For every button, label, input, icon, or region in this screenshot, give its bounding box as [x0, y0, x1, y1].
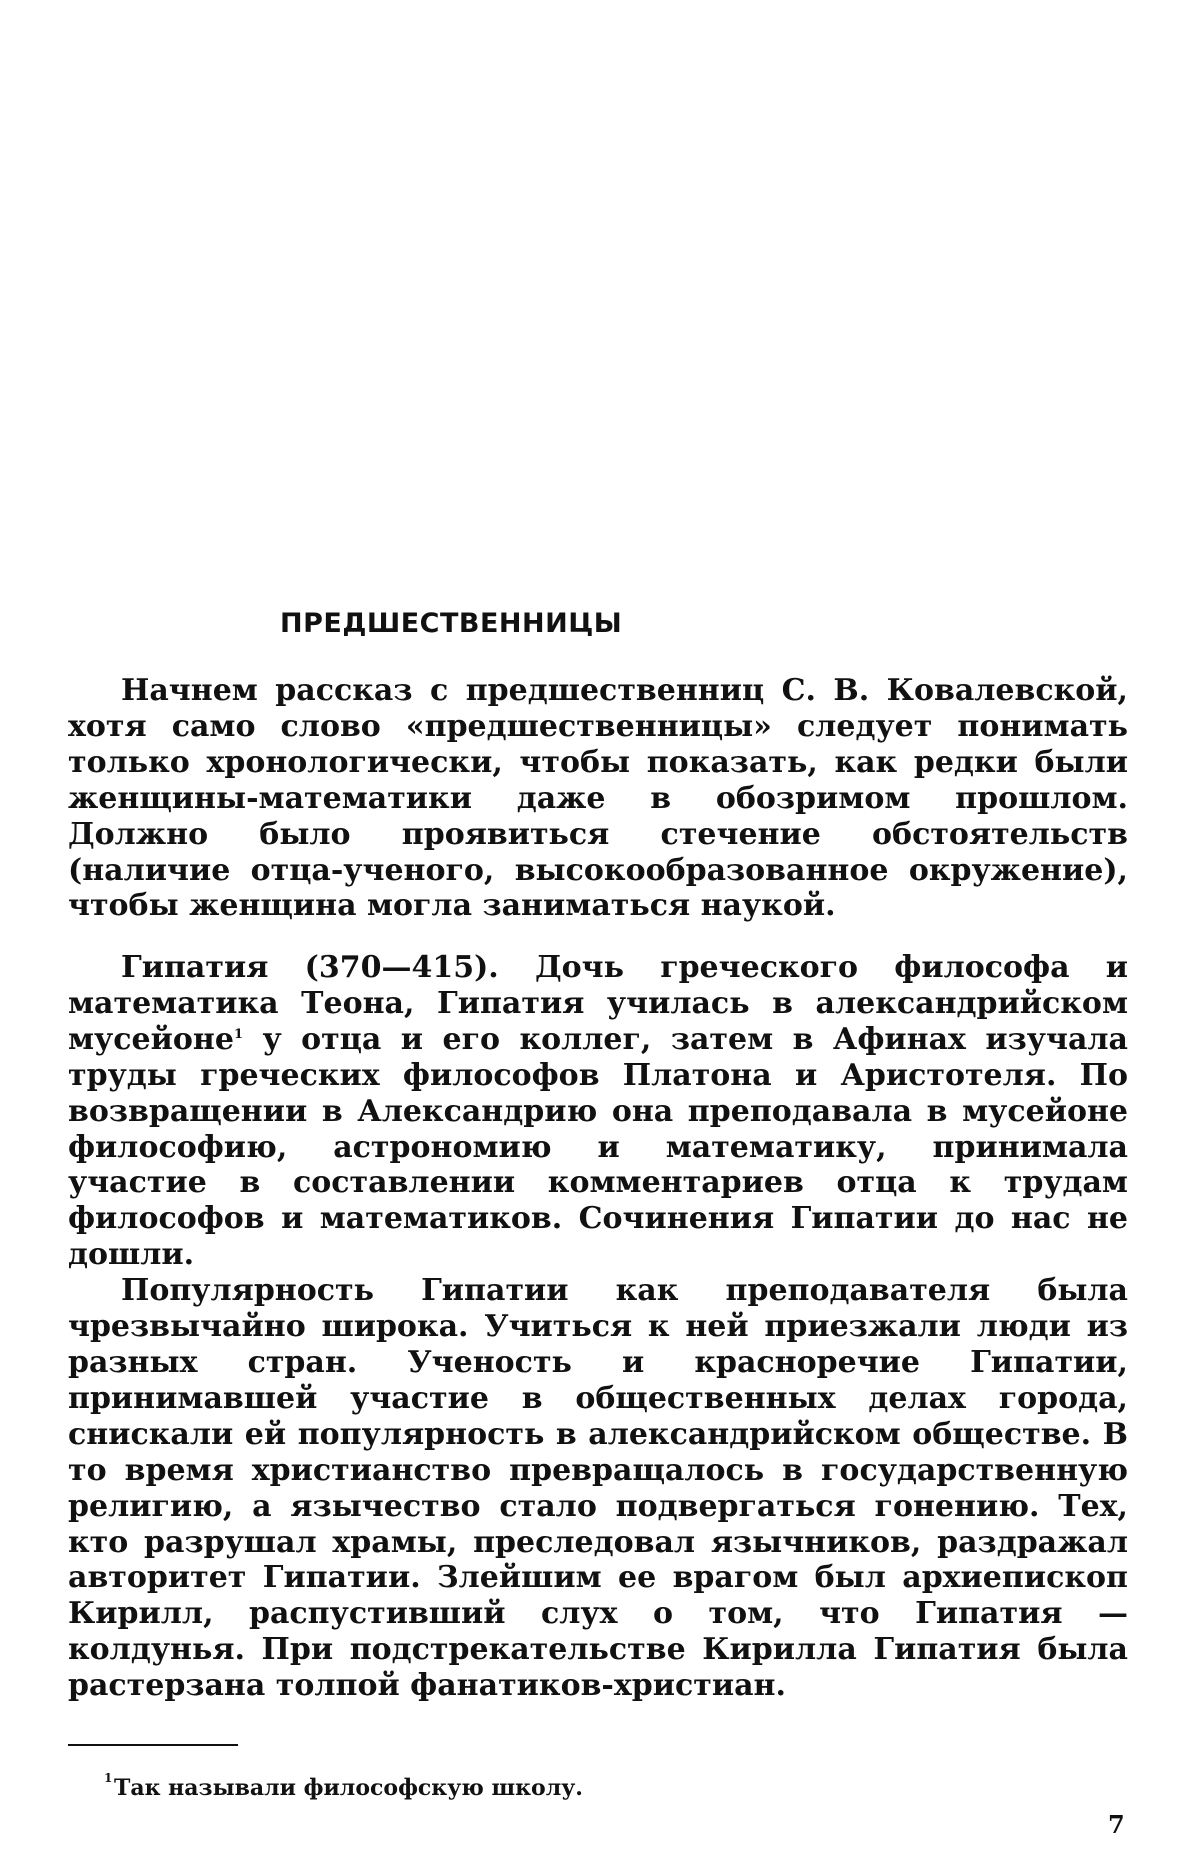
chapter-title: ПРЕДШЕСТВЕННИЦЫ	[280, 608, 622, 639]
footnote	[114, 1775, 583, 1801]
intro-paragraph	[68, 673, 1128, 924]
hypatia-paragraph-2: Популярность Гипатии как преподавателя была чрезвычайно широка. Учиться к ней приезжали люди из разных стран. Ученость и красноречие Гипатии, принимавшей участие в общественных делах города, снискали ей популярность в александрийском обществе. В то время христианство превращалось в государственную религию, а язычество стало подвергаться гонению. Тех, кто разрушал храмы, преследовал язычников, раздражал авторитет Гипатии. Злейшим ее врагом был архиепископ Кирилл, распустивший слух о том, что Гипатия — колдунья. При подстрекательстве Кирилла Гипатия была растерзана толпой фанатиков-христиан.	[68, 1273, 1128, 1704]
hypatia-name: Гипатия	[121, 950, 268, 985]
footnote-divider	[68, 1744, 238, 1746]
hypatia-section	[68, 950, 1128, 1704]
hypatia-paragraph-1	[68, 950, 1128, 1273]
hypatia-years: (370—415).	[305, 950, 499, 985]
book-page	[0, 0, 1200, 1860]
footnote-mark: 1	[104, 1771, 112, 1785]
page-number: 7	[1108, 1810, 1125, 1839]
hypatia-text-2: у отца и его коллег, затем в Афинах изучала труды греческих философов Платона и Аристотеля. По возвращении в Александрию она преподавала в мусейоне философию, астрономию и математику, принимала участие в составлении комментариев отца к трудам философов и математиков. Сочинения Гипатии до нас не дошли.	[68, 1022, 1128, 1272]
footnote-text: Так называли философскую школу.	[114, 1775, 583, 1801]
hypatia-text-1: Дочь греческого философа и математика Теона, Гипатия училась в александрийском мусейоне	[68, 950, 1128, 1057]
intro-text: Начнем рассказ с предшественниц С. В. Ковалевской, хотя само слово «предшественницы» следует понимать только хронологически, чтобы показать, как редки были женщины-математики даже в обозримом прошлом. Должно было проявиться стечение обстоятельств (наличие отца-ученого, высокообразованное окружение), чтобы женщина могла заниматься наукой.	[68, 673, 1128, 924]
footnote-reference: 1	[234, 1027, 243, 1042]
